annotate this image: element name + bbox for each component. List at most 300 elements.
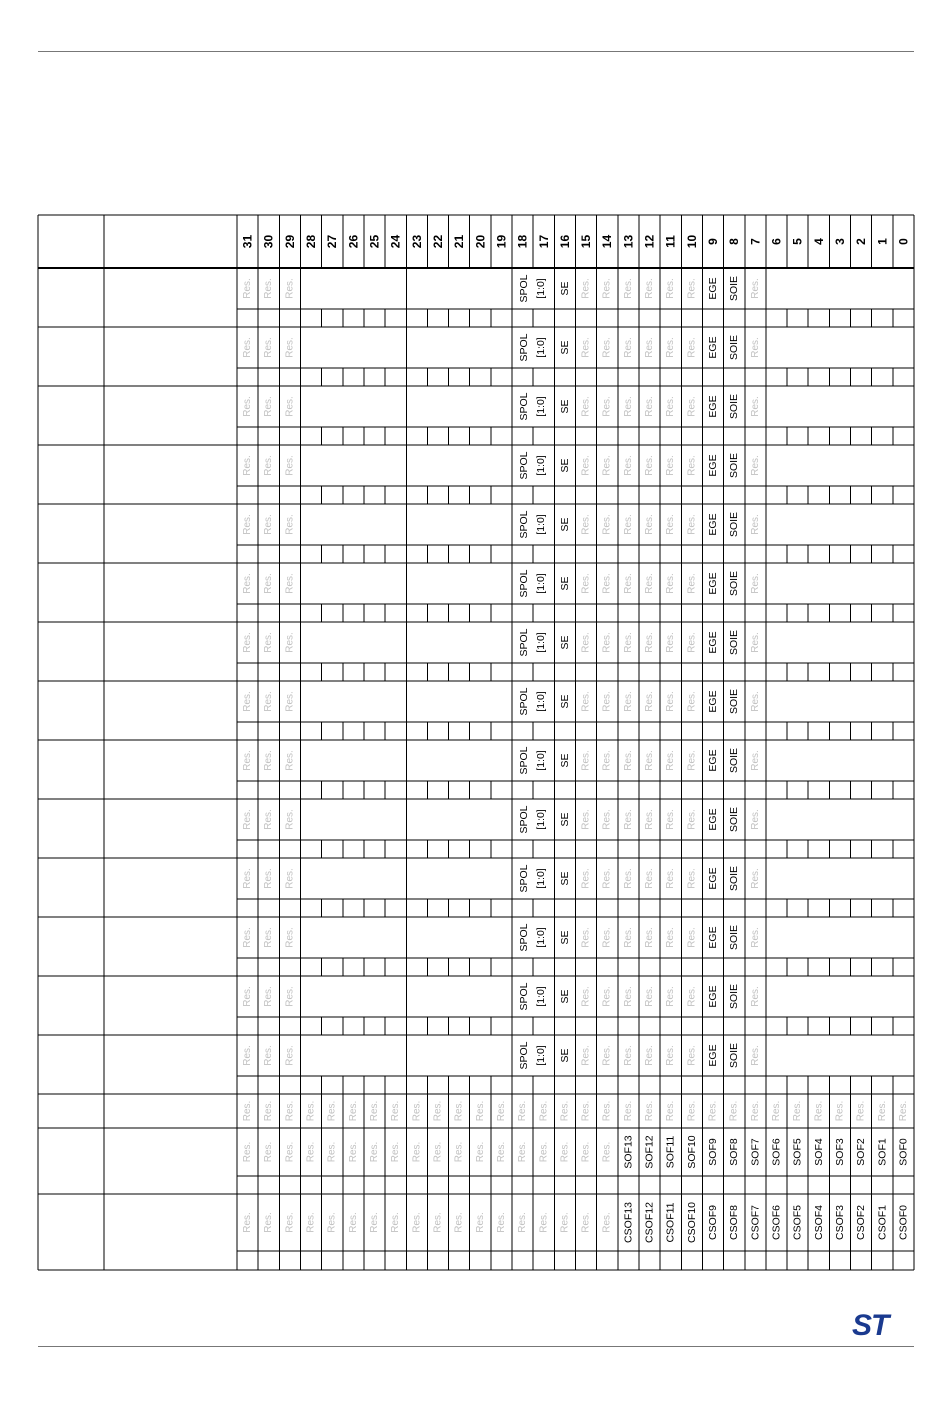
csof-flag: CSOF0 <box>897 1204 910 1241</box>
spol-field: SPOL <box>518 569 531 598</box>
reserved-field: Res. <box>622 632 634 653</box>
reserved-field: Res. <box>263 337 275 358</box>
reserved-field: Res. <box>601 455 613 476</box>
bit-number: 0 <box>896 238 911 245</box>
se-field: SE <box>558 635 571 650</box>
reserved-field: Res. <box>495 1212 507 1233</box>
reserved-field: Res. <box>749 691 761 712</box>
reserved-field: Res. <box>242 927 254 948</box>
reserved-field: Res. <box>580 1100 592 1122</box>
reserved-field: Res. <box>284 986 296 1007</box>
spol-field: [1:0] <box>535 927 548 948</box>
reserved-field: Res. <box>665 809 677 830</box>
reserved-field: Res. <box>242 573 254 594</box>
reserved-field: Res. <box>665 1045 677 1066</box>
reserved-field: Res. <box>580 927 592 948</box>
bit-number: 14 <box>600 234 615 249</box>
sof-flag: SOF8 <box>728 1138 741 1166</box>
reserved-field: Res. <box>369 1100 381 1122</box>
reserved-field: Res. <box>601 927 613 948</box>
reserved-field: Res. <box>665 514 677 535</box>
soie-field: SOIE <box>728 688 741 715</box>
reserved-field: Res. <box>601 573 613 594</box>
reserved-field: Res. <box>749 750 761 771</box>
sof-flag: SOF2 <box>855 1138 868 1166</box>
spol-field: SPOL <box>518 274 531 303</box>
ege-field: EGE <box>707 867 720 890</box>
reserved-field: Res. <box>495 1100 507 1122</box>
reserved-field: Res. <box>580 573 592 594</box>
reserved-field: Res. <box>644 396 656 417</box>
reserved-field: Res. <box>622 809 634 830</box>
reserved-field: Res. <box>644 278 656 299</box>
sof-flag: SOF3 <box>833 1138 846 1166</box>
reserved-field: Res. <box>622 573 634 594</box>
reserved-field: Res. <box>665 691 677 712</box>
reserved-field: Res. <box>686 396 698 417</box>
reserved-field: Res. <box>601 278 613 299</box>
st-logo <box>850 1308 914 1340</box>
reserved-field: Res. <box>242 278 254 299</box>
reserved-field: Res. <box>559 1212 571 1233</box>
reserved-field: Res. <box>474 1100 486 1122</box>
reserved-field: Res. <box>369 1141 381 1163</box>
spol-field: SPOL <box>518 864 531 893</box>
reserved-field: Res. <box>749 396 761 417</box>
reserved-field: Res. <box>284 632 296 653</box>
se-field: SE <box>558 399 571 414</box>
reserved-field: Res. <box>686 337 698 358</box>
bit-number: 24 <box>388 234 403 249</box>
reserved-field: Res. <box>644 927 656 948</box>
soie-field: SOIE <box>728 570 741 597</box>
sof-flag: SOF0 <box>897 1138 910 1166</box>
reserved-field: Res. <box>622 1045 634 1066</box>
soie-field: SOIE <box>728 393 741 420</box>
spol-field: [1:0] <box>535 396 548 417</box>
reserved-field: Res. <box>263 632 275 653</box>
soie-field: SOIE <box>728 924 741 951</box>
sof-flag: SOF11 <box>664 1135 677 1169</box>
bit-number: 8 <box>727 238 742 245</box>
reserved-field: Res. <box>897 1100 909 1122</box>
csof-flag: CSOF11 <box>664 1202 677 1243</box>
reserved-field: Res. <box>601 809 613 830</box>
reserved-field: Res. <box>580 1045 592 1066</box>
reserved-field: Res. <box>686 514 698 535</box>
reserved-field: Res. <box>474 1141 486 1163</box>
reserved-field: Res. <box>644 455 656 476</box>
reserved-field: Res. <box>686 691 698 712</box>
reserved-field: Res. <box>284 1045 296 1066</box>
bit-number: 12 <box>642 234 657 249</box>
spol-field: [1:0] <box>535 986 548 1007</box>
bit-number: 11 <box>663 235 678 248</box>
reserved-field: Res. <box>284 455 296 476</box>
reserved-field: Res. <box>622 514 634 535</box>
reserved-field: Res. <box>665 632 677 653</box>
bit-number: 29 <box>282 234 297 249</box>
reserved-field: Res. <box>284 750 296 771</box>
bit-number: 30 <box>261 234 276 249</box>
ege-field: EGE <box>707 572 720 595</box>
reserved-field: Res. <box>432 1141 444 1163</box>
reserved-field: Res. <box>580 514 592 535</box>
reserved-field: Res. <box>326 1212 338 1233</box>
reserved-field: Res. <box>242 986 254 1007</box>
ege-field: EGE <box>707 454 720 477</box>
reserved-field: Res. <box>242 1141 254 1163</box>
ege-field: EGE <box>707 336 720 359</box>
reserved-field: Res. <box>580 396 592 417</box>
reserved-field: Res. <box>580 809 592 830</box>
soie-field: SOIE <box>728 983 741 1010</box>
ege-field: EGE <box>707 1044 720 1067</box>
reserved-field: Res. <box>644 632 656 653</box>
reserved-field: Res. <box>686 986 698 1007</box>
spol-field: [1:0] <box>535 278 548 299</box>
reserved-field: Res. <box>242 455 254 476</box>
bit-number: 22 <box>430 234 445 249</box>
se-field: SE <box>558 930 571 945</box>
reserved-field: Res. <box>686 573 698 594</box>
spol-field: [1:0] <box>535 691 548 712</box>
reserved-field: Res. <box>347 1141 359 1163</box>
reserved-field: Res. <box>622 396 634 417</box>
reserved-field: Res. <box>284 868 296 889</box>
reserved-field: Res. <box>242 691 254 712</box>
bit-number: 20 <box>473 234 488 249</box>
csof-flag: CSOF2 <box>855 1204 868 1241</box>
reserved-field: Res. <box>749 1100 761 1122</box>
bit-number: 3 <box>832 238 847 245</box>
sof-flag: SOF13 <box>622 1135 635 1169</box>
reserved-field: Res. <box>644 809 656 830</box>
reserved-field: Res. <box>284 809 296 830</box>
reserved-field: Res. <box>305 1212 317 1233</box>
ege-field: EGE <box>707 395 720 418</box>
sof-flag: SOF9 <box>707 1138 720 1166</box>
sof-flag: SOF6 <box>770 1138 783 1166</box>
bit-number: 2 <box>854 238 869 245</box>
reserved-field: Res. <box>749 514 761 535</box>
reserved-field: Res. <box>686 927 698 948</box>
reserved-field: Res. <box>242 868 254 889</box>
reserved-field: Res. <box>326 1141 338 1163</box>
reserved-field: Res. <box>305 1141 317 1163</box>
spol-field: SPOL <box>518 746 531 775</box>
reserved-field: Res. <box>580 986 592 1007</box>
reserved-field: Res. <box>263 868 275 889</box>
reserved-field: Res. <box>601 986 613 1007</box>
reserved-field: Res. <box>580 278 592 299</box>
reserved-field: Res. <box>517 1212 529 1233</box>
reserved-field: Res. <box>263 750 275 771</box>
reserved-field: Res. <box>601 868 613 889</box>
reserved-field: Res. <box>284 573 296 594</box>
reserved-field: Res. <box>369 1212 381 1233</box>
reserved-field: Res. <box>686 455 698 476</box>
spol-field: SPOL <box>518 333 531 362</box>
ege-field: EGE <box>707 277 720 300</box>
reserved-field: Res. <box>622 750 634 771</box>
reserved-field: Res. <box>686 809 698 830</box>
soie-field: SOIE <box>728 334 741 361</box>
spol-field: [1:0] <box>535 455 548 476</box>
sof-flag: SOF7 <box>749 1138 762 1166</box>
reserved-field: Res. <box>749 337 761 358</box>
bit-number: 6 <box>769 238 784 245</box>
spol-field: SPOL <box>518 923 531 952</box>
spol-field: SPOL <box>518 510 531 539</box>
reserved-field: Res. <box>686 1100 698 1122</box>
csof-flag: CSOF4 <box>812 1204 825 1241</box>
reserved-field: Res. <box>242 1100 254 1122</box>
reserved-field: Res. <box>517 1100 529 1122</box>
reserved-field: Res. <box>622 691 634 712</box>
reserved-field: Res. <box>686 1045 698 1066</box>
reserved-field: Res. <box>263 1141 275 1163</box>
soie-field: SOIE <box>728 452 741 479</box>
reserved-field: Res. <box>284 396 296 417</box>
bit-number: 25 <box>367 234 382 249</box>
bit-number: 19 <box>494 234 509 249</box>
svg-text:ST: ST <box>852 1309 889 1340</box>
se-field: SE <box>558 458 571 473</box>
bit-number: 26 <box>346 234 361 249</box>
reserved-field: Res. <box>284 691 296 712</box>
reserved-field: Res. <box>876 1100 888 1122</box>
reserved-field: Res. <box>770 1100 782 1122</box>
soie-field: SOIE <box>728 747 741 774</box>
se-field: SE <box>558 576 571 591</box>
reserved-field: Res. <box>665 927 677 948</box>
bit-number: 5 <box>790 238 805 245</box>
bit-number: 27 <box>325 234 340 249</box>
se-field: SE <box>558 1048 571 1063</box>
reserved-field: Res. <box>411 1212 423 1233</box>
reserved-field: Res. <box>622 337 634 358</box>
reserved-field: Res. <box>495 1141 507 1163</box>
reserved-field: Res. <box>411 1141 423 1163</box>
spol-field: SPOL <box>518 628 531 657</box>
reserved-field: Res. <box>644 1100 656 1122</box>
csof-flag: CSOF6 <box>770 1204 783 1241</box>
csof-flag: CSOF5 <box>791 1204 804 1241</box>
reserved-field: Res. <box>665 986 677 1007</box>
reserved-field: Res. <box>665 1100 677 1122</box>
bit-number: 17 <box>536 234 551 249</box>
se-field: SE <box>558 812 571 827</box>
reserved-field: Res. <box>242 750 254 771</box>
ege-field: EGE <box>707 631 720 654</box>
reserved-field: Res. <box>263 455 275 476</box>
bit-number: 1 <box>875 238 890 245</box>
reserved-field: Res. <box>263 573 275 594</box>
reserved-field: Res. <box>749 455 761 476</box>
reserved-field: Res. <box>242 396 254 417</box>
soie-field: SOIE <box>728 1042 741 1069</box>
soie-field: SOIE <box>728 865 741 892</box>
reserved-field: Res. <box>580 632 592 653</box>
reserved-field: Res. <box>580 691 592 712</box>
reserved-field: Res. <box>263 396 275 417</box>
reserved-field: Res. <box>242 1045 254 1066</box>
bit-number: 21 <box>452 234 467 249</box>
reserved-field: Res. <box>580 1212 592 1233</box>
reserved-field: Res. <box>242 337 254 358</box>
reserved-field: Res. <box>855 1100 867 1122</box>
reserved-field: Res. <box>453 1141 465 1163</box>
csof-flag: CSOF7 <box>749 1204 762 1241</box>
bit-number: 7 <box>748 238 763 245</box>
reserved-field: Res. <box>622 986 634 1007</box>
spol-field: [1:0] <box>535 632 548 653</box>
reserved-field: Res. <box>580 455 592 476</box>
reserved-field: Res. <box>644 514 656 535</box>
ege-field: EGE <box>707 985 720 1008</box>
reserved-field: Res. <box>686 750 698 771</box>
reserved-field: Res. <box>749 927 761 948</box>
reserved-field: Res. <box>538 1141 550 1163</box>
reserved-field: Res. <box>453 1212 465 1233</box>
sof-flag: SOF1 <box>876 1138 889 1166</box>
reserved-field: Res. <box>263 1100 275 1122</box>
reserved-field: Res. <box>263 278 275 299</box>
reserved-field: Res. <box>665 396 677 417</box>
reserved-field: Res. <box>538 1100 550 1122</box>
ege-field: EGE <box>707 926 720 949</box>
reserved-field: Res. <box>453 1100 465 1122</box>
reserved-field: Res. <box>432 1212 444 1233</box>
reserved-field: Res. <box>263 927 275 948</box>
se-field: SE <box>558 281 571 296</box>
sof-flag: SOF5 <box>791 1138 804 1166</box>
bit-number: 28 <box>304 234 319 249</box>
reserved-field: Res. <box>686 278 698 299</box>
reserved-field: Res. <box>665 750 677 771</box>
reserved-field: Res. <box>665 337 677 358</box>
reserved-field: Res. <box>686 868 698 889</box>
se-field: SE <box>558 989 571 1004</box>
soie-field: SOIE <box>728 806 741 833</box>
reserved-field: Res. <box>792 1100 804 1122</box>
reserved-field: Res. <box>305 1100 317 1122</box>
bit-number: 23 <box>409 234 424 249</box>
reserved-field: Res. <box>242 632 254 653</box>
reserved-field: Res. <box>601 514 613 535</box>
ege-field: EGE <box>707 808 720 831</box>
reserved-field: Res. <box>263 514 275 535</box>
csof-flag: CSOF3 <box>833 1204 846 1241</box>
reserved-field: Res. <box>644 750 656 771</box>
csof-flag: CSOF1 <box>876 1204 889 1241</box>
reserved-field: Res. <box>728 1100 740 1122</box>
ege-field: EGE <box>707 749 720 772</box>
reserved-field: Res. <box>284 514 296 535</box>
reserved-field: Res. <box>749 809 761 830</box>
bit-number: 16 <box>557 234 572 249</box>
spol-field: [1:0] <box>535 1045 548 1066</box>
spol-field: SPOL <box>518 687 531 716</box>
reserved-field: Res. <box>749 632 761 653</box>
reserved-field: Res. <box>242 514 254 535</box>
reserved-field: Res. <box>644 691 656 712</box>
se-field: SE <box>558 517 571 532</box>
reserved-field: Res. <box>390 1141 402 1163</box>
reserved-field: Res. <box>665 278 677 299</box>
spol-field: SPOL <box>518 392 531 421</box>
reserved-field: Res. <box>517 1141 529 1163</box>
csof-flag: CSOF12 <box>643 1202 656 1243</box>
reserved-field: Res. <box>284 927 296 948</box>
reserved-field: Res. <box>813 1100 825 1122</box>
reserved-field: Res. <box>622 1100 634 1122</box>
spol-field: [1:0] <box>535 868 548 889</box>
reserved-field: Res. <box>474 1212 486 1233</box>
ege-field: EGE <box>707 690 720 713</box>
spol-field: [1:0] <box>535 809 548 830</box>
reserved-field: Res. <box>538 1212 550 1233</box>
reserved-field: Res. <box>665 573 677 594</box>
reserved-field: Res. <box>601 1045 613 1066</box>
reserved-field: Res. <box>284 337 296 358</box>
reserved-field: Res. <box>749 573 761 594</box>
reserved-field: Res. <box>749 986 761 1007</box>
reserved-field: Res. <box>263 809 275 830</box>
soie-field: SOIE <box>728 511 741 538</box>
csof-flag: CSOF10 <box>685 1202 698 1243</box>
reserved-field: Res. <box>580 750 592 771</box>
reserved-field: Res. <box>665 868 677 889</box>
reserved-field: Res. <box>263 1045 275 1066</box>
bit-number: 9 <box>706 238 721 245</box>
csof-flag: CSOF8 <box>728 1204 741 1241</box>
reserved-field: Res. <box>622 868 634 889</box>
reserved-field: Res. <box>242 809 254 830</box>
spol-field: [1:0] <box>535 337 548 358</box>
reserved-field: Res. <box>686 632 698 653</box>
reserved-field: Res. <box>601 632 613 653</box>
sof-flag: SOF4 <box>812 1138 825 1166</box>
spol-field: SPOL <box>518 451 531 480</box>
reserved-field: Res. <box>390 1100 402 1122</box>
csof-flag: CSOF13 <box>622 1202 635 1243</box>
reserved-field: Res. <box>284 1100 296 1122</box>
sof-flag: SOF12 <box>643 1135 656 1169</box>
reserved-field: Res. <box>601 750 613 771</box>
spol-field: [1:0] <box>535 750 548 771</box>
csof-flag: CSOF9 <box>707 1204 720 1241</box>
reserved-field: Res. <box>263 986 275 1007</box>
bit-number: 15 <box>579 234 594 249</box>
reserved-field: Res. <box>263 1212 275 1233</box>
reserved-field: Res. <box>390 1212 402 1233</box>
reserved-field: Res. <box>580 337 592 358</box>
reserved-field: Res. <box>644 868 656 889</box>
spol-field: SPOL <box>518 805 531 834</box>
reserved-field: Res. <box>284 278 296 299</box>
reserved-field: Res. <box>622 278 634 299</box>
reserved-field: Res. <box>707 1100 719 1122</box>
se-field: SE <box>558 753 571 768</box>
spol-field: [1:0] <box>535 514 548 535</box>
reserved-field: Res. <box>644 1045 656 1066</box>
bit-number: 10 <box>684 234 699 249</box>
reserved-field: Res. <box>411 1100 423 1122</box>
reserved-field: Res. <box>644 337 656 358</box>
soie-field: SOIE <box>728 275 741 302</box>
